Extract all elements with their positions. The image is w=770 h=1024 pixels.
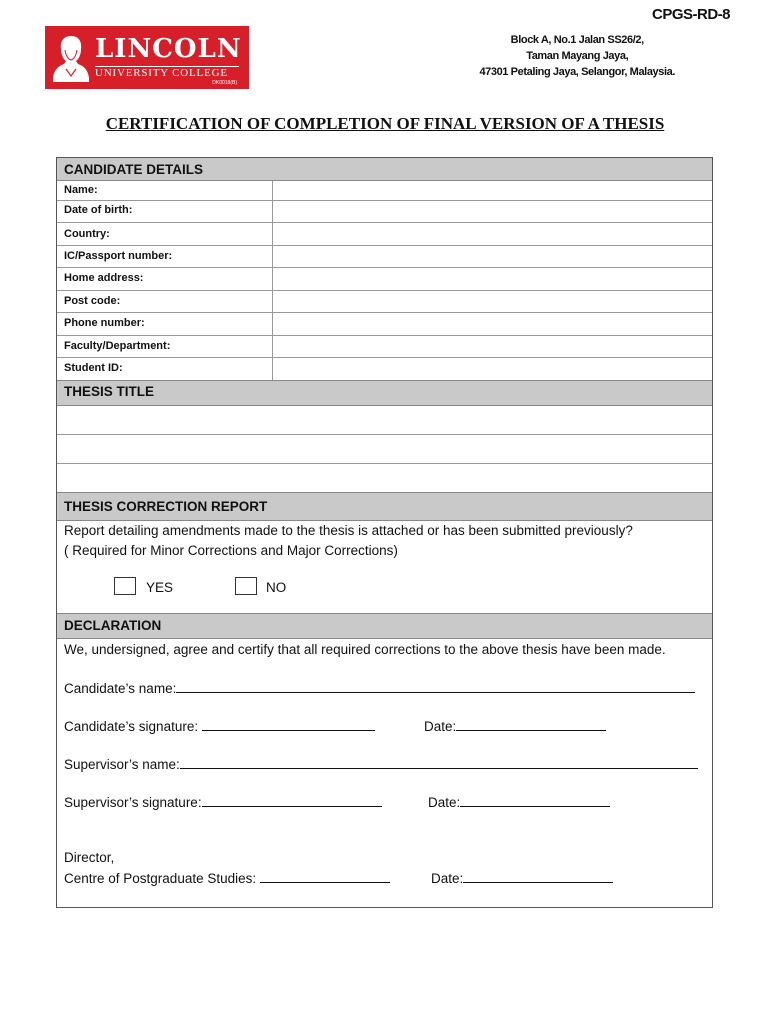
address-line: 47301 Petaling Jaya, Selangor, Malaysia. [479, 66, 675, 78]
logo-name: LINCOLN [95, 34, 242, 64]
director-signature-line[interactable] [260, 870, 390, 883]
thesis-title-line[interactable] [57, 435, 712, 464]
candidate-date-row [424, 718, 606, 734]
thesis-correction-heading: THESIS CORRECTION REPORT [57, 492, 712, 521]
certification-form [56, 157, 713, 908]
table-row [57, 181, 712, 201]
candidate-name-label: Candidate’s name: [64, 681, 177, 696]
centre-signature-row [64, 870, 390, 886]
table-row [57, 336, 712, 358]
candidate-date-line[interactable] [456, 718, 606, 731]
yes-label: YES [146, 580, 174, 595]
address-line: Taman Mayang Jaya, [526, 50, 629, 62]
field-label: Phone number: [64, 317, 145, 329]
candidate-name-line[interactable] [176, 680, 695, 693]
table-row [57, 246, 712, 268]
logo-small-text: DK0018(B) [212, 80, 237, 86]
field-label: IC/Passport number: [64, 250, 173, 262]
address-line: Block A, No.1 Jalan SS26/2, [510, 34, 644, 46]
candidate-signature-row [64, 718, 375, 734]
candidate-details-heading: CANDIDATE DETAILS [57, 158, 712, 181]
table-row [57, 268, 712, 291]
no-label: NO [266, 580, 287, 595]
thesis-title-heading: THESIS TITLE [57, 380, 712, 406]
supervisor-signature-line[interactable] [202, 794, 382, 807]
yes-checkbox[interactable] [114, 577, 136, 595]
date-label: Date: [428, 795, 461, 810]
supervisor-date-line[interactable] [460, 794, 610, 807]
field-label: Student ID: [64, 362, 123, 374]
date-label: Date: [424, 719, 457, 734]
table-row [57, 291, 712, 313]
candidate-name-row [64, 680, 695, 696]
form-code: CPGS-RD-8 [651, 6, 730, 23]
thesis-title-line[interactable] [57, 406, 712, 435]
thesis-title-line[interactable] [57, 464, 712, 493]
lincoln-bust-icon [51, 32, 91, 84]
table-row [57, 313, 712, 336]
director-date-row [431, 870, 613, 886]
university-logo [45, 26, 249, 89]
declaration-heading: DECLARATION [57, 613, 712, 639]
centre-label: Centre of Postgraduate Studies: [64, 871, 257, 886]
field-label: Name: [64, 184, 98, 196]
document-title: CERTIFICATION OF COMPLETION OF FINAL VERSION OF A THESIS [105, 114, 665, 133]
no-checkbox[interactable] [235, 577, 257, 595]
address-block [479, 32, 675, 80]
correction-note: ( Required for Minor Corrections and Major Corrections) [64, 543, 398, 558]
supervisor-name-row [64, 756, 698, 772]
declaration-statement: We, undersigned, agree and certify that all required corrections to the above thesis have been made. [64, 642, 666, 657]
supervisor-name-line[interactable] [180, 756, 698, 769]
supervisor-name-label: Supervisor’s name: [64, 757, 180, 772]
supervisor-signature-label: Supervisor’s signature: [64, 795, 202, 810]
candidate-signature-label: Candidate’s signature: [64, 719, 199, 734]
date-label: Date: [431, 871, 464, 886]
field-label: Country: [64, 228, 110, 240]
director-date-line[interactable] [463, 870, 613, 883]
supervisor-date-row [428, 794, 610, 810]
table-row [57, 358, 712, 381]
correction-question: Report detailing amendments made to the thesis is attached or has been submitted previously? [64, 523, 633, 538]
field-label: Faculty/Department: [64, 340, 171, 352]
supervisor-signature-row [64, 794, 382, 810]
candidate-signature-line[interactable] [202, 718, 375, 731]
director-label: Director, [64, 850, 115, 865]
table-row [57, 201, 712, 223]
field-label: Post code: [64, 295, 121, 307]
table-row [57, 223, 712, 246]
logo-subtitle: UNIVERSITY COLLEGE [95, 66, 239, 79]
field-label: Home address: [64, 272, 144, 284]
field-label: Date of birth: [64, 204, 133, 216]
